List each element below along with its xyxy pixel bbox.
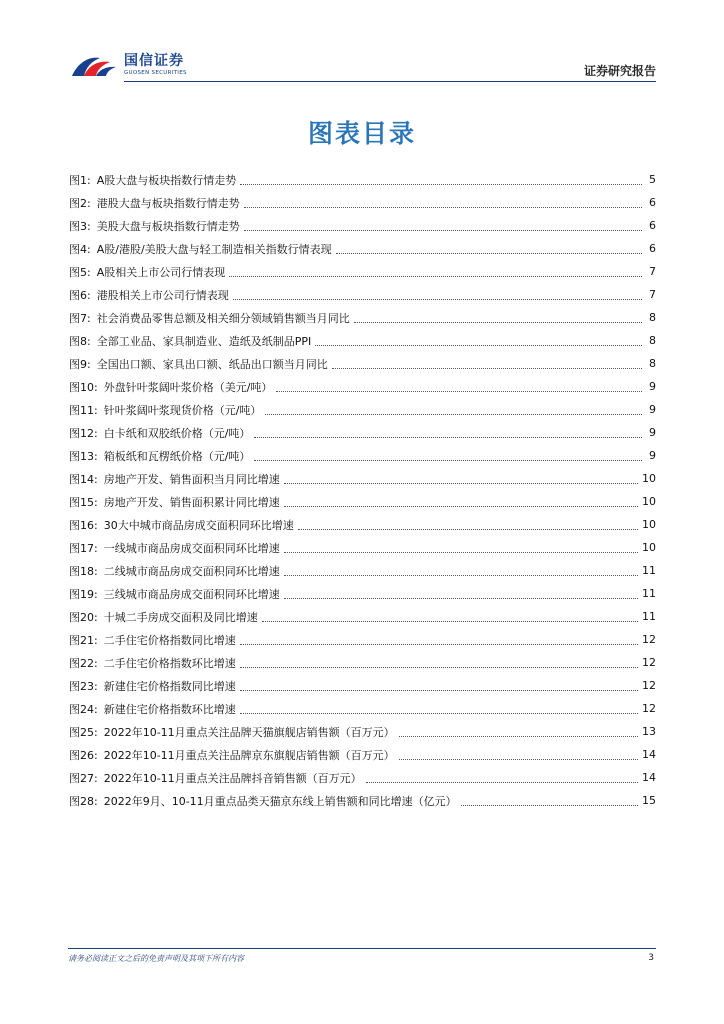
toc-figure-label: 图1: (69, 173, 91, 187)
toc-figure-label: 图16: (69, 518, 98, 532)
toc-figure-label: 图4: (69, 242, 91, 256)
toc-figure-label: 图5: (69, 265, 91, 279)
header-divider (124, 81, 656, 82)
toc-dot-leader (254, 459, 642, 461)
toc-page-number[interactable]: 8 (649, 311, 656, 324)
toc-figure-title[interactable]: 美股大盘与板块指数行情走势 (96, 219, 240, 233)
toc-figure-label: 图7: (69, 311, 91, 325)
toc-figure-label: 图11: (69, 403, 98, 417)
toc-entry[interactable] (69, 536, 656, 559)
toc-figure-title[interactable]: 2022年10-11月重点关注品牌京东旗舰店销售额（百万元） (103, 748, 395, 762)
toc-dot-leader (461, 804, 638, 806)
toc-figure-label: 图22: (69, 656, 98, 670)
toc-entry[interactable] (69, 398, 656, 421)
logo-english-name: GUOSEN SECURITIES (124, 69, 187, 76)
toc-figure-label: 图20: (69, 610, 98, 624)
toc-page-number[interactable]: 10 (642, 541, 656, 554)
page-header (0, 0, 724, 90)
toc-figure-title[interactable]: 社会消费品零售总额及相关细分领域销售额当月同比 (96, 311, 350, 325)
toc-dot-leader (240, 643, 638, 645)
toc-page-number[interactable]: 12 (642, 679, 656, 692)
toc-page-number[interactable]: 12 (642, 633, 656, 646)
toc-figure-label: 图12: (69, 426, 98, 440)
report-type-label: 证券研究报告 (583, 64, 656, 78)
toc-entry[interactable] (69, 306, 656, 329)
toc-entry[interactable] (69, 237, 656, 260)
toc-page-number[interactable]: 8 (649, 334, 656, 347)
toc-dot-leader (315, 344, 642, 346)
toc-dot-leader (336, 252, 642, 254)
toc-figure-title[interactable]: 箱板纸和瓦楞纸价格（元/吨） (103, 449, 251, 463)
toc-entry[interactable] (69, 260, 656, 283)
toc-figure-title[interactable]: 2022年10-11月重点关注品牌天猫旗舰店销售额（百万元） (103, 725, 395, 739)
toc-figure-title[interactable]: 30大中城市商品房成交面积同环比增速 (103, 518, 294, 532)
toc-page-number[interactable]: 7 (649, 265, 656, 278)
toc-figure-title[interactable]: 全国出口额、家具出口额、纸品出口额当月同比 (96, 357, 328, 371)
toc-entry[interactable] (69, 651, 656, 674)
toc-figure-title[interactable]: A股/港股/美股大盘与轻工制造相关指数行情表现 (96, 242, 332, 256)
toc-page-number[interactable]: 11 (642, 610, 656, 623)
toc-figure-title[interactable]: 二手住宅价格指数环比增速 (103, 656, 236, 670)
toc-dot-leader (366, 781, 638, 783)
toc-page-number[interactable]: 5 (649, 173, 656, 186)
toc-figure-title[interactable]: 新建住宅价格指数环比增速 (103, 702, 236, 716)
toc-dot-leader (262, 620, 638, 622)
toc-entry[interactable] (69, 467, 656, 490)
toc-page-number[interactable]: 9 (649, 403, 656, 416)
toc-figure-label: 图13: (69, 449, 98, 463)
toc-figure-label: 图9: (69, 357, 91, 371)
toc-figure-title[interactable]: A股相关上市公司行情表现 (96, 265, 226, 279)
toc-figure-title[interactable]: 针叶浆阔叶浆现货价格（元/吨） (103, 403, 262, 417)
toc-entry[interactable] (69, 766, 656, 789)
toc-page-number[interactable]: 15 (642, 794, 656, 807)
toc-figure-label: 图10: (69, 380, 98, 394)
toc-entry[interactable] (69, 582, 656, 605)
page-title: 图表目录 (307, 119, 416, 148)
toc-dot-leader (354, 321, 642, 323)
toc-page-number[interactable]: 7 (649, 288, 656, 301)
toc-page-number[interactable]: 11 (642, 564, 656, 577)
toc-figure-label: 图28: (69, 794, 98, 808)
toc-page-number[interactable]: 9 (649, 449, 656, 462)
toc-figure-label: 图3: (69, 219, 91, 233)
toc-page-number[interactable]: 14 (642, 771, 656, 784)
toc-figure-label: 图27: (69, 771, 98, 785)
toc-figure-label: 图21: (69, 633, 98, 647)
toc-page-number[interactable]: 9 (649, 380, 656, 393)
toc-dot-leader (240, 666, 638, 668)
toc-dot-leader (265, 413, 642, 415)
toc-figure-title[interactable]: 全部工业品、家具制造业、造纸及纸制品PPI (96, 334, 312, 348)
toc-page-number[interactable]: 6 (649, 242, 656, 255)
toc-figure-title[interactable]: 2022年9月、10-11月重点品类天猫京东线上销售额和同比增速（亿元） (103, 794, 457, 808)
toc-dot-leader (244, 206, 642, 208)
toc-dot-leader (254, 436, 642, 438)
toc-entry[interactable] (69, 720, 656, 743)
toc-page-number[interactable]: 14 (642, 748, 656, 761)
toc-figure-title[interactable]: 二线城市商品房成交面积同环比增速 (103, 564, 280, 578)
toc-dot-leader (229, 275, 642, 277)
toc-dot-leader (399, 735, 638, 737)
toc-figure-title[interactable]: 一线城市商品房成交面积同环比增速 (103, 541, 280, 555)
toc-entry[interactable] (69, 375, 656, 398)
toc-entry[interactable] (69, 168, 656, 191)
logo-chinese-name: 国信证券 (124, 52, 184, 69)
toc-page-number[interactable]: 9 (649, 426, 656, 439)
figure-table-of-contents (69, 168, 656, 812)
toc-page-number[interactable]: 6 (649, 196, 656, 209)
toc-dot-leader (244, 229, 642, 231)
toc-dot-leader (233, 298, 642, 300)
toc-page-number[interactable]: 10 (642, 518, 656, 531)
toc-figure-title[interactable]: 三线城市商品房成交面积同环比增速 (103, 587, 280, 601)
toc-page-number[interactable]: 12 (642, 656, 656, 669)
toc-figure-label: 图24: (69, 702, 98, 716)
toc-figure-title[interactable]: 港股大盘与板块指数行情走势 (96, 196, 240, 210)
toc-figure-title[interactable]: 房地产开发、销售面积当月同比增速 (103, 472, 280, 486)
toc-dot-leader (298, 528, 638, 530)
toc-figure-label: 图6: (69, 288, 91, 302)
toc-page-number[interactable]: 10 (642, 495, 656, 508)
toc-dot-leader (284, 551, 638, 553)
footer-disclaimer: 请务必阅读正文之后的免责声明及其项下所有内容 (68, 954, 244, 963)
toc-dot-leader (240, 689, 638, 691)
toc-entry[interactable] (69, 329, 656, 352)
toc-page-number[interactable]: 11 (642, 587, 656, 600)
toc-figure-label: 图25: (69, 725, 98, 739)
toc-dot-leader (284, 574, 638, 576)
toc-figure-label: 图18: (69, 564, 98, 578)
toc-dot-leader (240, 183, 642, 185)
toc-figure-label: 图15: (69, 495, 98, 509)
toc-figure-title[interactable]: 港股相关上市公司行情表现 (96, 288, 229, 302)
toc-figure-label: 图23: (69, 679, 98, 693)
toc-dot-leader (284, 597, 638, 599)
toc-figure-label: 图17: (69, 541, 98, 555)
guosen-logo-icon (70, 52, 118, 78)
toc-page-number[interactable]: 8 (649, 357, 656, 370)
toc-figure-title[interactable]: 白卡纸和双胶纸价格（元/吨） (103, 426, 251, 440)
toc-entry[interactable] (69, 605, 656, 628)
toc-entry[interactable] (69, 513, 656, 536)
toc-dot-leader (332, 367, 642, 369)
toc-entry[interactable] (69, 191, 656, 214)
toc-figure-title[interactable]: 新建住宅价格指数同比增速 (103, 679, 236, 693)
toc-figure-label: 图19: (69, 587, 98, 601)
toc-entry[interactable] (69, 283, 656, 306)
toc-dot-leader (240, 712, 638, 714)
toc-figure-title[interactable]: 二手住宅价格指数同比增速 (103, 633, 236, 647)
toc-page-number[interactable]: 10 (642, 472, 656, 485)
toc-dot-leader (284, 482, 638, 484)
footer-divider (68, 948, 656, 949)
toc-dot-leader (284, 505, 638, 507)
toc-entry[interactable] (69, 490, 656, 513)
toc-entry[interactable] (69, 352, 656, 375)
toc-entry[interactable] (69, 559, 656, 582)
toc-dot-leader (276, 390, 642, 392)
toc-entry[interactable] (69, 697, 656, 720)
toc-figure-label: 图8: (69, 334, 91, 348)
toc-entry[interactable] (69, 674, 656, 697)
toc-entry[interactable] (69, 628, 656, 651)
guosen-logo (70, 52, 187, 78)
toc-entry[interactable] (69, 214, 656, 237)
toc-entry[interactable] (69, 444, 656, 467)
toc-entry[interactable] (69, 421, 656, 444)
toc-figure-title[interactable]: 十城二手房成交面积及同比增速 (103, 610, 258, 624)
toc-figure-label: 图26: (69, 748, 98, 762)
toc-figure-label: 图2: (69, 196, 91, 210)
toc-entry[interactable] (69, 789, 656, 812)
page-number: 3 (648, 953, 654, 963)
toc-page-number[interactable]: 6 (649, 219, 656, 232)
toc-page-number[interactable]: 12 (642, 702, 656, 715)
toc-entry[interactable] (69, 743, 656, 766)
toc-figure-title[interactable]: A股大盘与板块指数行情走势 (96, 173, 237, 187)
toc-figure-title[interactable]: 外盘针叶浆阔叶浆价格（美元/吨） (103, 380, 273, 394)
toc-figure-title[interactable]: 房地产开发、销售面积累计同比增速 (103, 495, 280, 509)
toc-figure-label: 图14: (69, 472, 98, 486)
toc-page-number[interactable]: 13 (642, 725, 656, 738)
toc-figure-title[interactable]: 2022年10-11月重点关注品牌抖音销售额（百万元） (103, 771, 362, 785)
toc-dot-leader (399, 758, 638, 760)
